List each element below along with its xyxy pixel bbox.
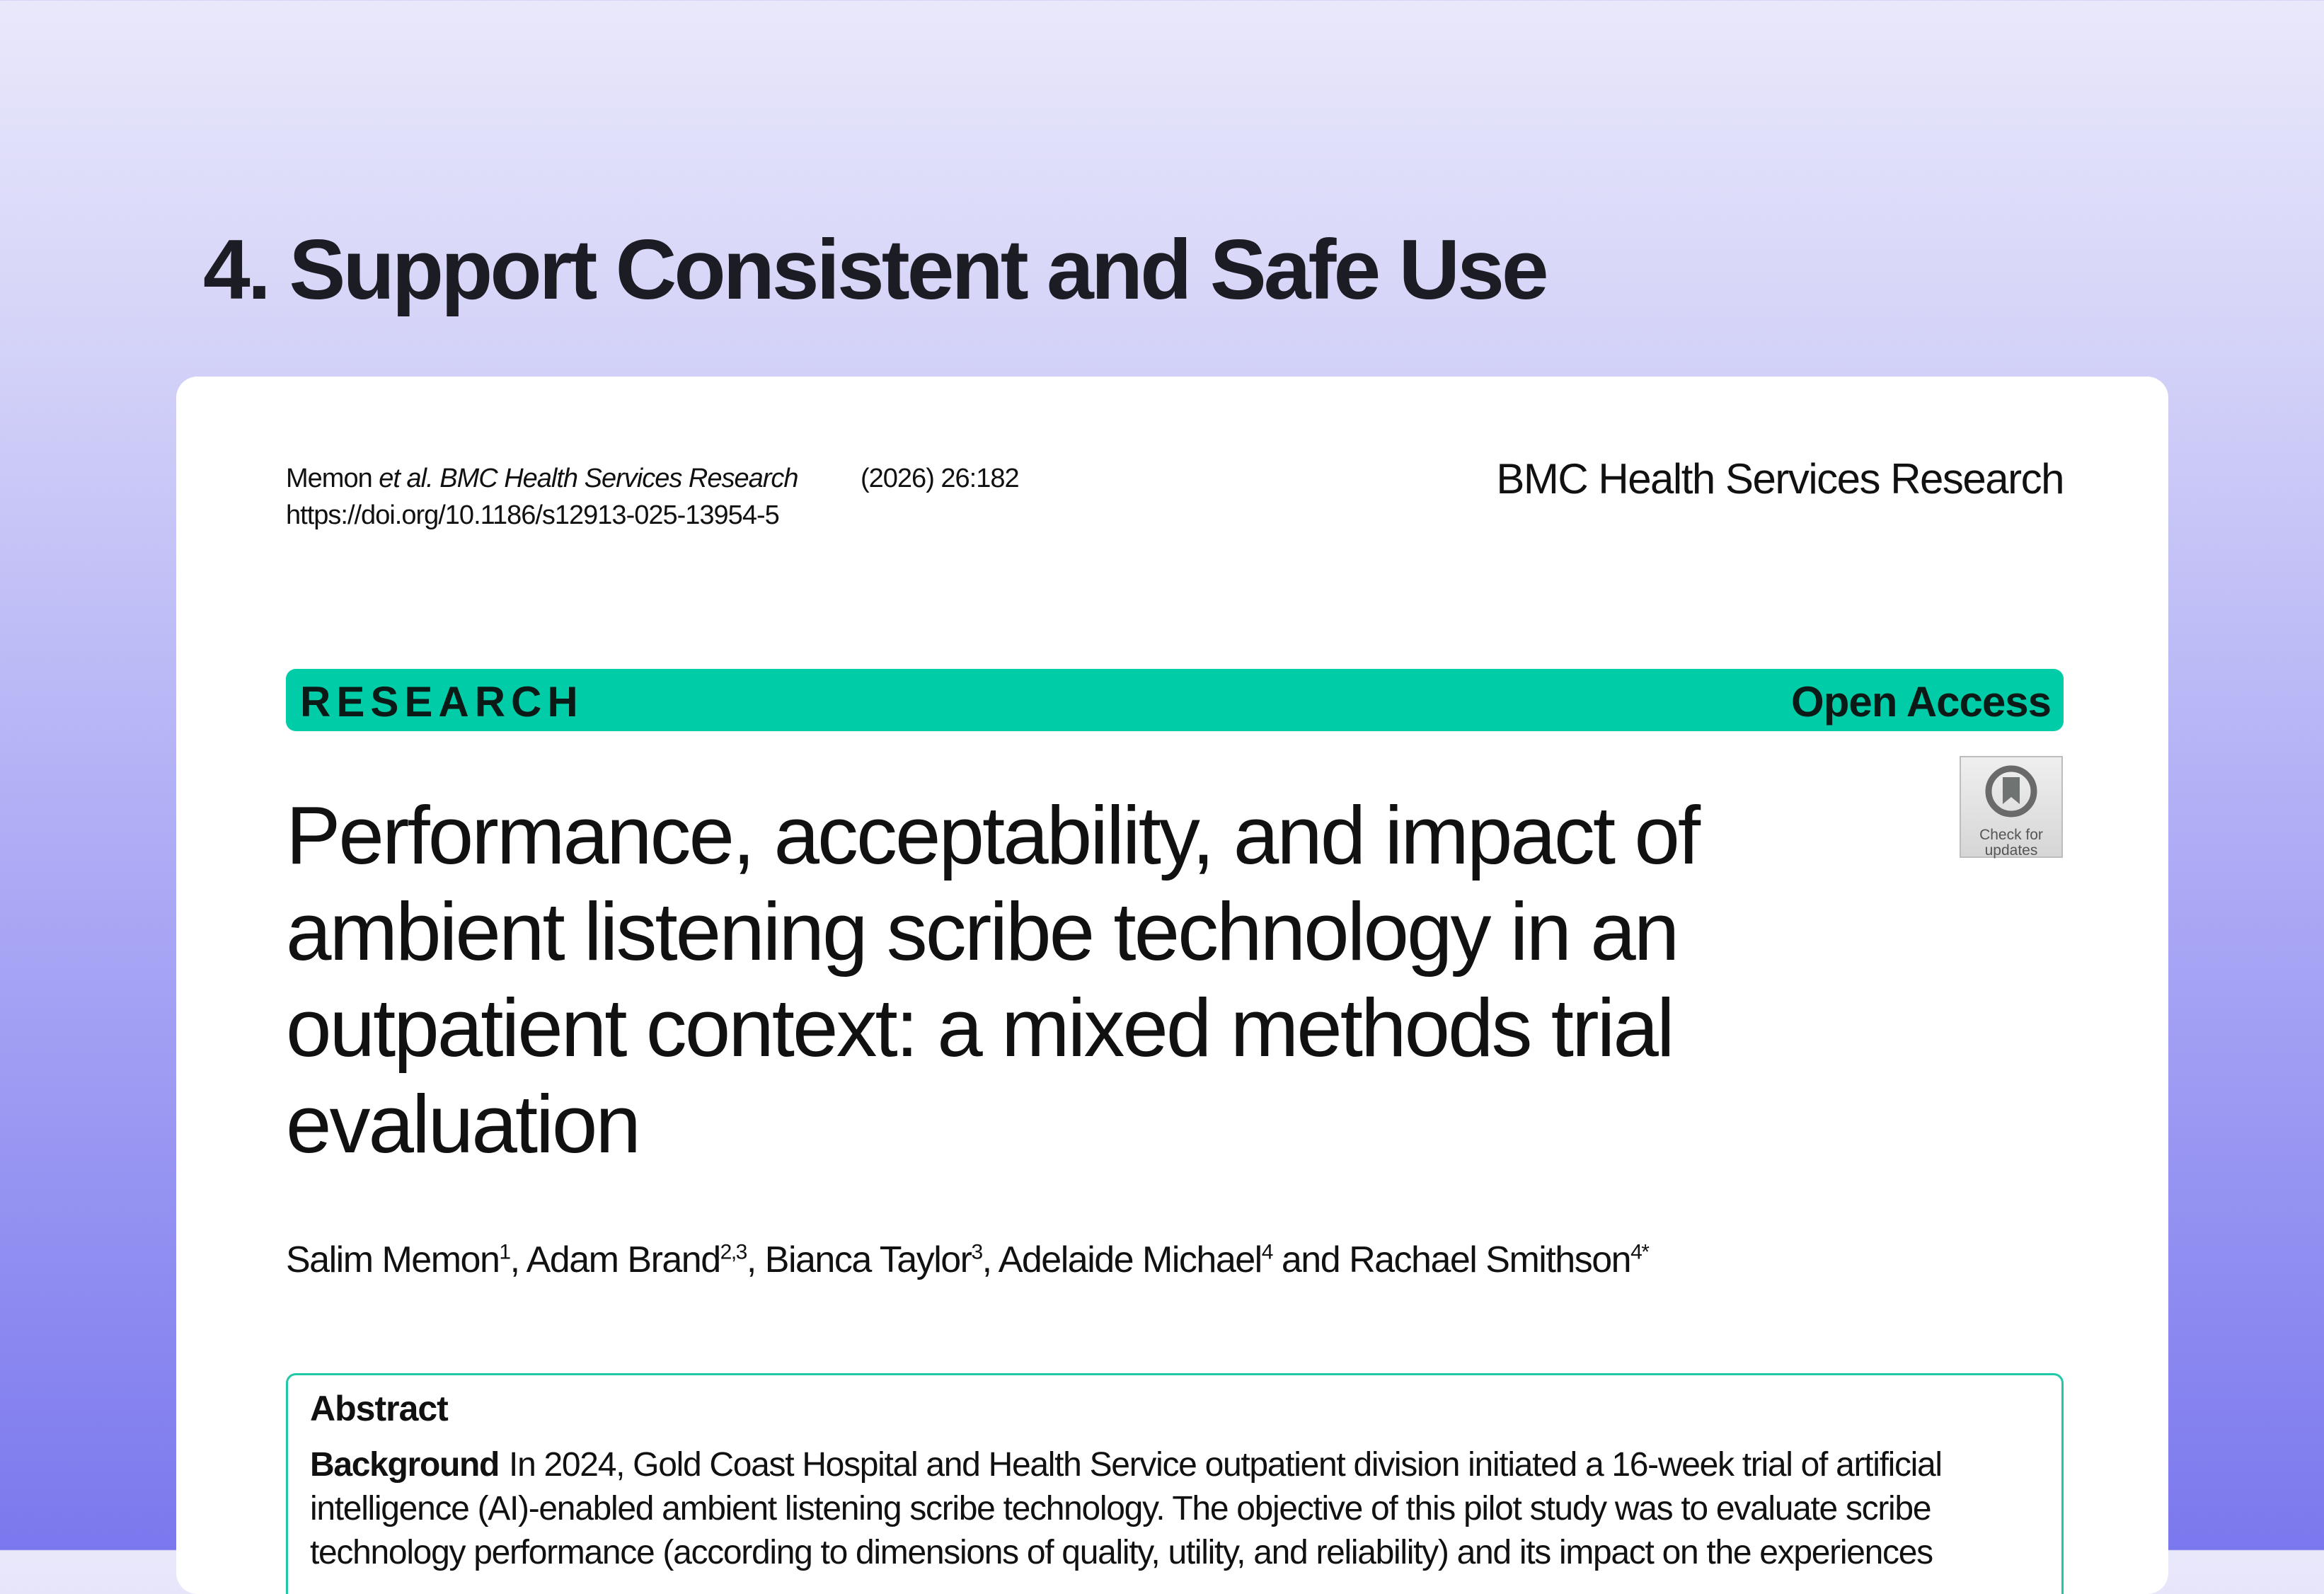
- abstract-background: [310, 1443, 2044, 1575]
- abstract-heading: Abstract: [310, 1389, 448, 1428]
- author[interactable]: Rachael Smithson$^{4*}$: [1349, 1239, 1649, 1280]
- check-for-updates-label: Check for updates: [1979, 827, 2043, 859]
- author[interactable]: Salim Memon$^1$: [286, 1239, 510, 1280]
- author[interactable]: Adam Brand$^{2,3}$: [526, 1239, 747, 1280]
- background-label: Background: [310, 1446, 500, 1484]
- article-type: RESEARCH: [300, 678, 584, 726]
- author[interactable]: Bianca Taylor$^3$: [764, 1239, 982, 1280]
- paper-card: [176, 377, 2168, 1594]
- author[interactable]: Adelaide Michael$^4$: [998, 1239, 1272, 1280]
- bookmark-icon: [1981, 762, 2041, 821]
- doi-link[interactable]: https://doi.org/10.1186/s12913-025-13954-5: [286, 500, 779, 530]
- check-for-updates-button[interactable]: [1960, 756, 2063, 858]
- author-list: Salim Memon$^1$, Adam Brand$^{2,3}$, Bianca Taylor$^3$, Adelaide Michael$^4$ and Rachael Smithson$^{4*}$: [286, 1239, 1649, 1280]
- and-text: and: [1272, 1239, 1350, 1280]
- research-banner: [286, 669, 2064, 731]
- citation-block: [286, 460, 1019, 534]
- volume: (2026) 26:182: [861, 464, 1019, 493]
- slide-title: 4. Support Consistent and Safe Use: [203, 222, 1546, 317]
- article-title: Performance, acceptability, and impact of ambient listening scribe technology in an outpatient context: a mixed methods trial evaluation: [286, 789, 1699, 1170]
- background-text: In 2024, Gold Coast Hospital and Health Service outpatient division initiated a 16-week trial of artificial intelligence (AI)-enabled ambient listening scribe technology. The objective of this pilot study was to evaluate scribe technology performance (according to dimensions of quality, utility, and reliability) and its impact on the experiences: [310, 1446, 1942, 1571]
- abstract-box: [286, 1373, 2064, 1594]
- citation-author: Memon: [286, 464, 379, 493]
- open-access-label: Open Access: [1791, 678, 2051, 726]
- citation: [286, 460, 1019, 497]
- journal-name: BMC Health Services Research: [1496, 455, 2064, 503]
- citation-journal: et al. BMC Health Services Research: [379, 464, 798, 493]
